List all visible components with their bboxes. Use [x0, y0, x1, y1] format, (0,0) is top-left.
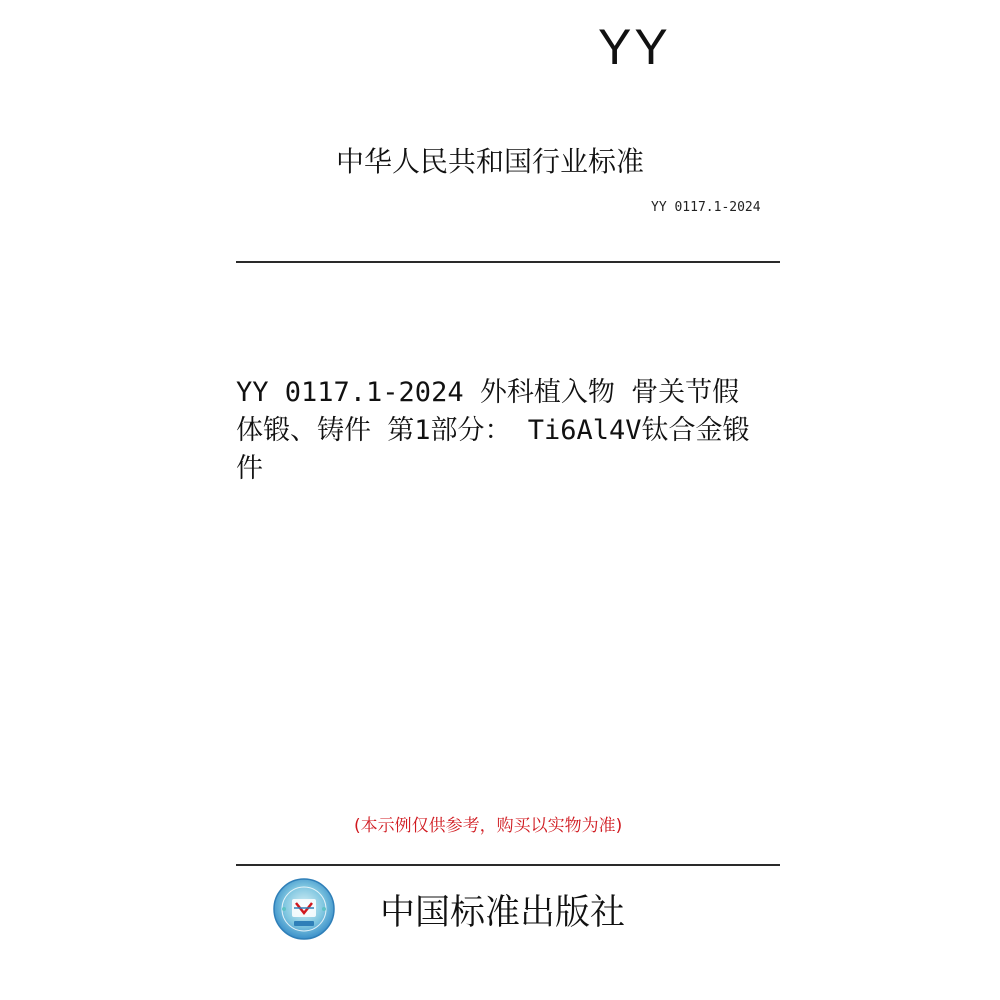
sample-disclaimer: (本示例仅供参考，购买以实物为准) — [354, 816, 623, 836]
top-divider — [236, 261, 780, 263]
document-title-line: YY 0117.1-2024 外科植入物 骨关节假 — [236, 377, 740, 408]
standard-code: YY 0117.1-2024 — [651, 200, 761, 215]
document-title-line: 体锻、铸件 第1部分： Ti6Al4V钛合金锻 — [236, 415, 750, 446]
document-title-line: 件 — [236, 453, 263, 484]
publisher-name: 中国标准出版社 — [380, 893, 626, 933]
bottom-divider — [236, 864, 780, 866]
document-title — [236, 374, 796, 488]
standard-type-heading: 中华人民共和国行业标准 — [336, 145, 645, 178]
publisher-seal-icon — [272, 877, 336, 941]
yy-logo: YY — [598, 19, 671, 75]
